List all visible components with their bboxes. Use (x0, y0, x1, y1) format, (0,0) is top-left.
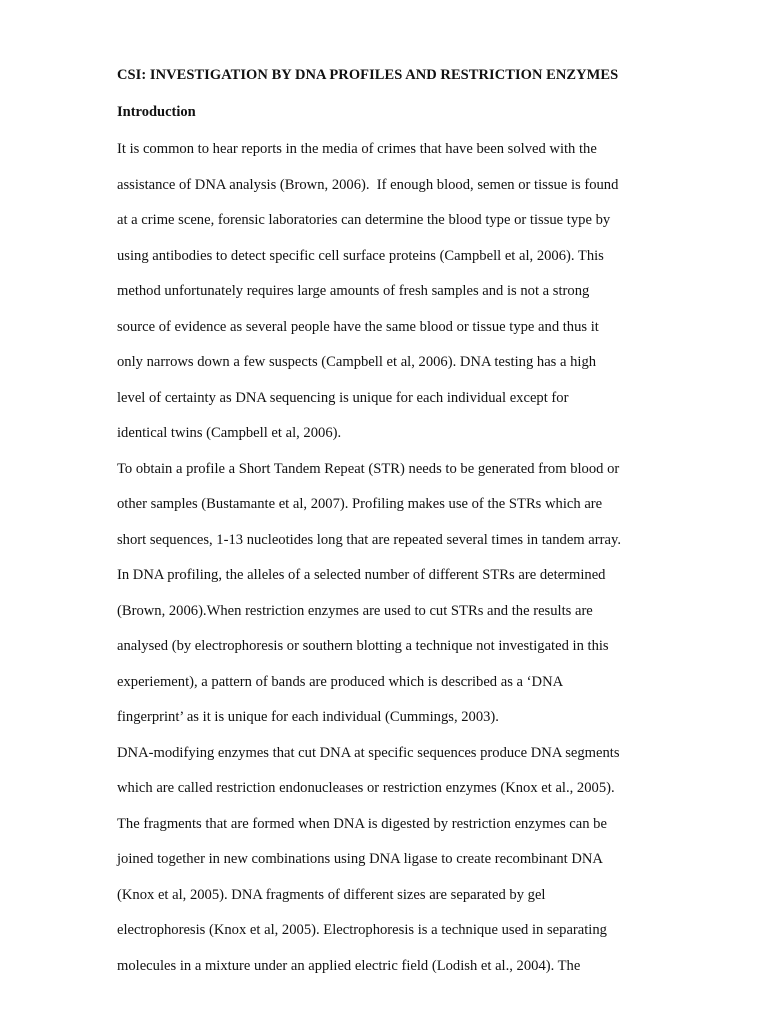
text-line: electrophoresis (Knox et al, 2005). Electrophoresis is a technique used in separating (117, 922, 607, 938)
text-line: analysed (by electrophoresis or southern blotting a technique not investigated in this (117, 638, 609, 654)
text-line: The fragments that are formed when DNA is digested by restriction enzymes can be (117, 815, 607, 832)
text-line: experiement), a pattern of bands are produced which is described as a ‘DNA (117, 673, 564, 690)
section-heading: Introduction (117, 104, 196, 120)
text-line: (Knox et al, 2005). DNA fragments of different sizes are separated by gel (117, 886, 546, 903)
text-line: only narrows down a few suspects (Campbell et al, 2006). DNA testing has a high (117, 354, 597, 370)
text-line: which are called restriction endonucleases or restriction enzymes (Knox et al., 2005). (117, 780, 615, 796)
text-line: molecules in a mixture under an applied electric field (Lodish et al., 2004). The (117, 957, 581, 974)
text-line: (Brown, 2006).When restriction enzymes are used to cut STRs and the results are (117, 602, 593, 619)
text-line: method unfortunately requires large amounts of fresh samples and is not a strong (117, 283, 590, 299)
text-line: short sequences, 1-13 nucleotides long that are repeated several times in tandem array. (117, 531, 621, 548)
text-line: In DNA profiling, the alleles of a selected number of different STRs are determined (117, 567, 606, 583)
text-line: joined together in new combinations using DNA ligase to create recombinant DNA (117, 851, 603, 867)
text-line: at a crime scene, forensic laboratories can determine the blood type or tissue type by (117, 212, 611, 228)
text-line: DNA-modifying enzymes that cut DNA at specific sequences produce DNA segments (117, 744, 620, 761)
text-line: identical twins (Campbell et al, 2006). (117, 425, 342, 441)
text-line: source of evidence as several people have the same blood or tissue type and thus it (117, 318, 599, 335)
text-line: using antibodies to detect specific cell surface proteins (Campbell et al, 2006). This (117, 247, 604, 264)
text-line: level of certainty as DNA sequencing is unique for each individual except for (117, 389, 569, 406)
body-text (117, 137, 677, 989)
document-title: CSI: INVESTIGATION BY DNA PROFILES AND RESTRICTION ENZYMES (117, 67, 619, 83)
text-line: assistance of DNA analysis (Brown, 2006). If enough blood, semen or tissue is found (117, 176, 619, 193)
text-line: It is common to hear reports in the media of crimes that have been solved with the (117, 141, 597, 157)
text-line: other samples (Bustamante et al, 2007). Profiling makes use of the STRs which are (117, 496, 603, 512)
text-line: fingerprint’ as it is unique for each individual (Cummings, 2003). (117, 709, 499, 725)
text-line: To obtain a profile a Short Tandem Repeat (STR) needs to be generated from blood or (117, 460, 620, 477)
